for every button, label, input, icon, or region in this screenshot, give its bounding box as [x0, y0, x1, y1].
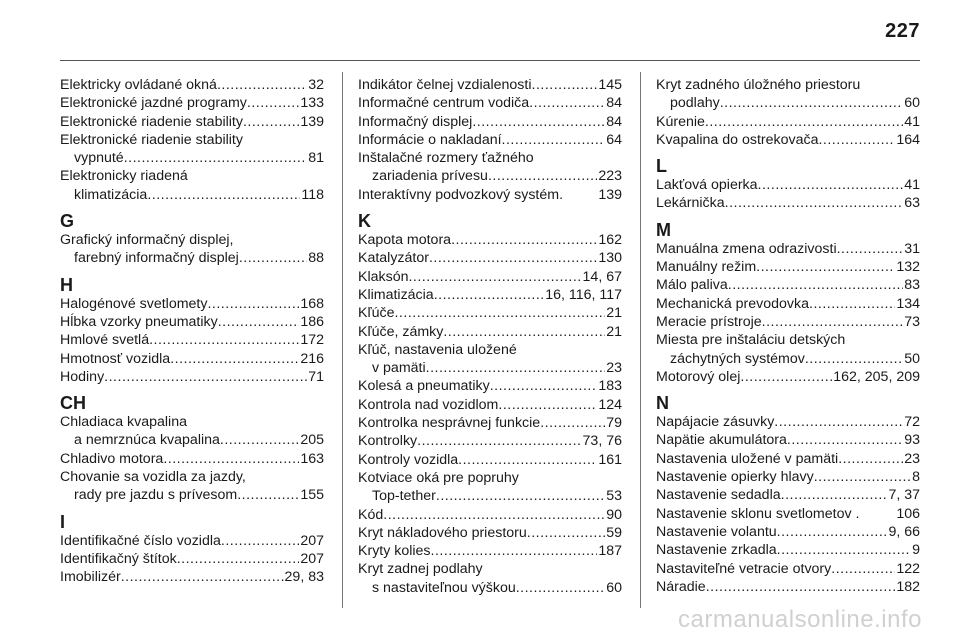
- index-entry: [358, 304, 622, 322]
- dot-leader: [809, 295, 895, 313]
- page-reference: 223: [598, 168, 622, 185]
- index-entry: [656, 486, 920, 504]
- index-term: rady pre jazdu s prívesom: [74, 487, 238, 504]
- index-entry: [358, 524, 622, 542]
- page-reference: 79: [606, 415, 622, 432]
- index-letter-heading: CH: [60, 393, 86, 414]
- index-entry: [60, 550, 324, 568]
- index-term: Nastavenie sklonu svetlometov .: [656, 505, 860, 522]
- dot-leader: [237, 486, 299, 504]
- index-entry: [656, 313, 920, 331]
- index-term: Informačný displej: [358, 113, 473, 130]
- index-term: Málo paliva: [656, 277, 728, 294]
- page-reference: 50: [904, 350, 920, 367]
- index-term: Elektronické jazdné programy: [60, 95, 247, 112]
- page-reference: 216: [300, 350, 324, 367]
- index-term: Nastavenie sedadla: [656, 487, 781, 504]
- index-term: Kontroly vozidla: [358, 451, 459, 468]
- index-entry: [656, 578, 920, 596]
- page-reference: 83: [904, 277, 920, 294]
- dot-leader: [831, 560, 895, 578]
- page-reference: 73, 76: [582, 433, 622, 450]
- index-term: Kryty kolies: [358, 543, 431, 560]
- page-reference: 60: [904, 95, 920, 112]
- index-entry: [656, 276, 920, 294]
- page-reference: 183: [598, 378, 622, 395]
- dot-leader: [756, 258, 895, 276]
- page-reference: 207: [300, 550, 324, 567]
- dot-leader: [527, 524, 605, 542]
- index-entry: [60, 450, 324, 468]
- index-entry: [656, 76, 920, 113]
- index-letter-heading: M: [656, 219, 671, 240]
- index-entry: [656, 413, 920, 431]
- index-entry: [60, 231, 324, 268]
- index-term: v pamäti: [372, 360, 426, 377]
- dot-leader: [221, 532, 299, 550]
- index-letter-heading: N: [656, 393, 669, 414]
- page-reference: 64: [606, 131, 622, 148]
- page-reference: 72: [904, 414, 920, 431]
- index-entry: [358, 469, 622, 506]
- index-entry: [358, 451, 622, 469]
- page-reference: 172: [300, 332, 324, 349]
- page-reference: 60: [606, 579, 622, 596]
- index-term: Hĺbka vzorky pneumatiky: [60, 313, 218, 330]
- index-entry: [60, 413, 324, 450]
- dot-leader: [490, 377, 598, 395]
- index-term: Chladivo motora: [60, 450, 164, 467]
- header-rule: [60, 60, 920, 61]
- index-letter-heading: K: [358, 211, 371, 232]
- dot-leader: [417, 432, 581, 450]
- index-term: Informácie o nakladaní: [358, 131, 502, 148]
- page-reference: 106: [896, 505, 920, 522]
- dot-leader: [777, 523, 888, 541]
- dot-leader: [502, 131, 606, 149]
- index-term: Interaktívny podvozkový systém.: [358, 186, 564, 203]
- index-entry: [358, 432, 622, 450]
- index-term: Miesta pre inštaláciu detských: [656, 332, 846, 349]
- dot-leader: [147, 186, 300, 204]
- index-entry: [358, 76, 622, 94]
- page-reference: 7, 37: [888, 487, 920, 504]
- dot-leader: [177, 550, 300, 568]
- dot-leader: [207, 295, 299, 313]
- index-term: Identifikačný štítok: [60, 550, 177, 567]
- page-reference: 29, 83: [284, 569, 324, 586]
- index-term: Elektronicky riadená: [60, 168, 188, 185]
- page-reference: 132: [896, 259, 920, 276]
- dot-leader: [408, 268, 581, 286]
- dot-leader: [837, 240, 904, 258]
- page-reference: 32: [308, 77, 324, 93]
- index-entry: [60, 568, 324, 586]
- index-entry: [358, 341, 622, 378]
- dot-leader: [787, 431, 903, 449]
- page-reference: 161: [598, 451, 622, 468]
- index-term: Kontrola nad vozidlom: [358, 396, 499, 413]
- index-term: farebný informačný displej: [74, 250, 239, 267]
- column-divider: [342, 72, 343, 608]
- dot-leader: [239, 249, 307, 267]
- index-term: Hodiny: [60, 368, 105, 385]
- page-reference: 133: [300, 95, 324, 112]
- index-entry: [358, 542, 622, 560]
- index-letter-heading: G: [60, 211, 75, 232]
- index-term: Náradie: [656, 578, 706, 595]
- dot-leader: [436, 487, 605, 505]
- index-term: Halogénové svetlomety: [60, 295, 208, 312]
- index-column-1: [60, 76, 324, 587]
- index-entry: [656, 258, 920, 276]
- page-reference: 164: [896, 131, 920, 148]
- index-letter-heading: I: [60, 511, 66, 532]
- index-entry: [656, 194, 920, 212]
- index-entry: [656, 450, 920, 468]
- page-reference: 21: [606, 323, 622, 340]
- index-term: Kľúče, zámky: [358, 323, 444, 340]
- dot-leader: [725, 194, 904, 212]
- page-reference: 53: [606, 488, 622, 505]
- index-term: Nastavenie volantu: [656, 523, 777, 540]
- page-reference: 124: [598, 396, 622, 413]
- index-entry: [358, 149, 622, 186]
- index-term: Katalyzátor: [358, 250, 429, 267]
- dot-leader: [431, 542, 598, 560]
- index-term: Kryt zadného úložného priestoru: [656, 77, 861, 93]
- page-reference: 9, 66: [888, 523, 920, 540]
- page-reference: 155: [300, 487, 324, 504]
- page-reference: 31: [904, 240, 920, 257]
- index-entry: [358, 94, 622, 112]
- index-term: Napájacie zásuvky: [656, 414, 775, 431]
- dot-leader: [705, 113, 903, 131]
- index-entry: [358, 268, 622, 286]
- page-reference: 207: [300, 532, 324, 549]
- index-entry: [60, 368, 324, 386]
- page-number: 227: [885, 20, 920, 42]
- index-entry: [60, 313, 324, 331]
- index-entry: [358, 231, 622, 249]
- index-term: Imobilizér: [60, 569, 121, 586]
- index-term: Kotviace oká pre popruhy: [358, 469, 519, 486]
- dot-leader: [532, 76, 598, 94]
- index-entry: [60, 167, 324, 204]
- page-reference: 130: [598, 250, 622, 267]
- page-reference: 205: [300, 432, 324, 449]
- index-entry: [358, 560, 622, 597]
- dot-leader: [540, 414, 605, 432]
- dot-leader: [394, 304, 605, 322]
- index-term: Elektronické riadenie stability: [60, 113, 243, 130]
- index-term: Hmotnosť vozidla: [60, 350, 171, 367]
- index-term: Kľúč, nastavenia uložené: [358, 341, 517, 358]
- dot-leader: [781, 486, 888, 504]
- index-term: Kúrenie: [656, 113, 705, 130]
- dot-leader: [429, 249, 597, 267]
- index-term: Chovanie sa vozidla za jazdy,: [60, 469, 246, 486]
- index-term: Informačné centrum vodiča: [358, 95, 530, 112]
- index-term: Hmlové svetlá: [60, 332, 150, 349]
- index-term: a nemrznúca kvapalina: [74, 432, 220, 449]
- dot-leader: [706, 578, 896, 596]
- index-entry: [656, 113, 920, 131]
- index-term: záchytných systémov: [670, 350, 805, 367]
- page-reference: 84: [606, 95, 622, 112]
- page-reference: 139: [300, 113, 324, 130]
- index-entry: [656, 295, 920, 313]
- index-entry: [60, 113, 324, 131]
- index-term: Klimatizácia: [358, 286, 434, 303]
- index-entry: [60, 350, 324, 368]
- index-entry: [358, 506, 622, 524]
- index-entry: [358, 286, 622, 304]
- dot-leader: [247, 94, 299, 112]
- index-letter-heading: H: [60, 274, 73, 295]
- dot-leader: [163, 450, 299, 468]
- index-term: podlahy: [670, 95, 720, 112]
- page-reference: 41: [904, 177, 920, 194]
- page-reference: 93: [904, 432, 920, 449]
- index-term: Grafický informačný displej,: [60, 232, 234, 249]
- index-term: Lakťová opierka: [656, 177, 758, 194]
- index-term: Kryt nákladového priestoru: [358, 524, 527, 541]
- dot-leader: [104, 368, 307, 386]
- index-term: zariadenia prívesu: [372, 168, 488, 185]
- dot-leader: [720, 94, 904, 112]
- index-term: Nastavenie opierky hlavy: [656, 469, 814, 486]
- dot-leader: [458, 451, 597, 469]
- index-term: Kľúče: [358, 305, 395, 322]
- page-reference: 162, 205, 209: [833, 368, 920, 385]
- page-reference: 168: [300, 295, 324, 312]
- page-reference: 90: [606, 506, 622, 523]
- index-entry: [358, 249, 622, 267]
- index-letter-heading: L: [656, 156, 667, 177]
- dot-leader: [774, 413, 903, 431]
- index-term: Meracie prístroje: [656, 313, 762, 330]
- index-term: Top-tether: [372, 488, 436, 505]
- index-term: Kryt zadnej podlahy: [358, 561, 483, 578]
- index-term: vypnuté: [74, 150, 124, 167]
- index-term: Kontrolka nesprávnej funkcie: [358, 415, 541, 432]
- index-entry: [656, 431, 920, 449]
- index-entry: [358, 377, 622, 395]
- index-term: Mechanická prevodovka: [656, 295, 809, 312]
- dot-leader: [217, 76, 307, 94]
- dot-leader: [740, 368, 832, 386]
- index-term: Nastavenia uložené v pamäti: [656, 450, 839, 467]
- index-term: Identifikačné číslo vozidla: [60, 532, 221, 549]
- dot-leader: [838, 450, 903, 468]
- dot-leader: [728, 276, 903, 294]
- page-reference: 59: [606, 524, 622, 541]
- index-entry: [60, 76, 324, 94]
- page-reference: 118: [301, 186, 324, 203]
- index-term: Inštalačné rozmery ťažného: [358, 150, 534, 167]
- dot-leader: [488, 167, 597, 185]
- index-term: Motorový olej: [656, 368, 741, 385]
- page-reference: 122: [896, 560, 920, 577]
- index-entry: [60, 468, 324, 505]
- index-column-2: [358, 76, 622, 597]
- index-entry: [656, 541, 920, 559]
- index-term: Kolesá a pneumatiky: [358, 378, 490, 395]
- dot-leader: [170, 350, 299, 368]
- dot-leader: [498, 396, 597, 414]
- index-entry: [60, 295, 324, 313]
- index-entry: [656, 560, 920, 578]
- dot-leader: [218, 313, 300, 331]
- watermark: carmanualsonline.info: [678, 606, 922, 633]
- index-term: Elektronické riadenie stability: [60, 131, 243, 148]
- page-reference: 23: [606, 360, 622, 377]
- page-reference: 81: [308, 150, 324, 167]
- index-term: Lekárnička: [656, 195, 725, 212]
- index-entry: [656, 523, 920, 541]
- dot-leader: [443, 323, 605, 341]
- index-entry: [60, 532, 324, 550]
- dot-leader: [805, 350, 903, 368]
- page-reference: 14, 67: [582, 268, 622, 285]
- index-column-3: [656, 76, 920, 596]
- dot-leader: [516, 579, 605, 597]
- index-entry: [60, 331, 324, 349]
- page-reference: 71: [308, 368, 324, 385]
- index-term: Elektricky ovládané okná: [60, 77, 217, 93]
- dot-leader: [451, 231, 597, 249]
- index-term: Kvapalina do ostrekovača: [656, 131, 819, 148]
- index-term: Indikátor čelnej vzdialenosti: [358, 77, 532, 93]
- dot-leader: [243, 113, 299, 131]
- index-term: Kód: [358, 506, 384, 523]
- page-reference: 182: [896, 578, 920, 595]
- dot-leader: [762, 313, 904, 331]
- dot-leader: [472, 113, 605, 131]
- index-entry: [60, 94, 324, 112]
- dot-leader: [121, 568, 284, 586]
- dot-leader: [818, 131, 895, 149]
- index-term: Kontrolky: [358, 433, 418, 450]
- page-reference: 23: [904, 450, 920, 467]
- index-entry: [358, 113, 622, 131]
- dot-leader: [149, 331, 299, 349]
- page-reference: 8: [912, 469, 920, 486]
- index-term: klimatizácia: [74, 186, 148, 203]
- page-reference: 21: [606, 305, 622, 322]
- dot-leader: [124, 149, 308, 167]
- index-entry: [358, 323, 622, 341]
- page-reference: 134: [896, 295, 920, 312]
- dot-leader: [814, 468, 911, 486]
- page-reference: 139: [598, 186, 622, 203]
- index-term: Chladiaca kvapalina: [60, 414, 187, 431]
- index-entry: [60, 131, 324, 168]
- dot-leader: [434, 286, 545, 304]
- index-entry: [656, 505, 920, 523]
- page-reference: 84: [606, 113, 622, 130]
- index-entry: [656, 331, 920, 368]
- index-term: Manuálna zmena odrazivosti: [656, 240, 837, 257]
- index-entry: [656, 176, 920, 194]
- index-entry: [656, 240, 920, 258]
- index-entry: [656, 368, 920, 386]
- dot-leader: [383, 506, 605, 524]
- page-reference: 16, 116, 117: [545, 286, 622, 303]
- index-term: Nastavenie zrkadla: [656, 542, 777, 559]
- page-reference: 187: [598, 543, 622, 560]
- dot-leader: [529, 94, 605, 112]
- index-term: Manuálny režim: [656, 259, 757, 276]
- index-entry: [656, 131, 920, 149]
- index-entry: [358, 396, 622, 414]
- index-term: s nastaviteľnou výškou: [372, 579, 516, 596]
- page-reference: 63: [904, 195, 920, 212]
- index-entry: [358, 414, 622, 432]
- index-term: Nastaviteľné vetracie otvory: [656, 560, 832, 577]
- page-reference: 186: [300, 313, 324, 330]
- column-divider: [640, 72, 641, 608]
- index-term: Kapota motora: [358, 232, 452, 249]
- page-reference: 163: [300, 450, 324, 467]
- page-reference: 73: [904, 313, 920, 330]
- index-entry: [358, 186, 622, 204]
- page-reference: 41: [904, 113, 920, 130]
- page-reference: 9: [912, 542, 920, 559]
- dot-leader: [758, 176, 904, 194]
- page-reference: 162: [598, 232, 622, 249]
- index-term: Napätie akumulátora: [656, 432, 787, 449]
- page-reference: 145: [598, 77, 622, 93]
- index-entry: [656, 468, 920, 486]
- dot-leader: [220, 431, 299, 449]
- page-reference: 88: [308, 250, 324, 267]
- dot-leader: [426, 359, 606, 377]
- index-entry: [358, 131, 622, 149]
- dot-leader: [777, 541, 911, 559]
- index-term: Klaksón: [358, 268, 409, 285]
